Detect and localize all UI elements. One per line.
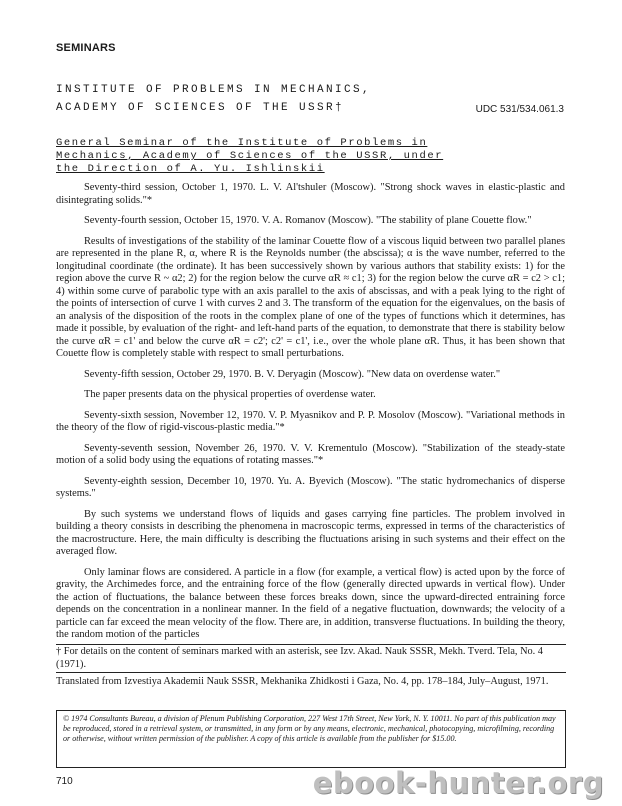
footnote-rule-bottom [56, 672, 566, 673]
section-label: SEMINARS [56, 42, 116, 54]
paragraph: Seventy-seventh session, November 26, 1970. V. V. Krementulo (Moscow). "Stabilization of the steady-state motion of a solid body using the equations of rotating masses."* [56, 442, 565, 466]
translated-from: Translated from Izvestiya Akademii Nauk SSSR, Mekhanika Zhidkosti i Gaza, No. 4, pp. 178–184, July–August, 1971. [56, 676, 549, 687]
article-body [56, 182, 565, 650]
paragraph: Seventy-fourth session, October 15, 1970. V. A. Romanov (Moscow). "The stability of plane Couette flow." [84, 215, 532, 226]
paragraph: Results of investigations of the stability of the laminar Couette flow of a viscous liquid between two parallel planes are represented in the plane R, α, where R is the Reynolds number (the abscissa); α is the wave number, referred to the longitudinal coordinate (the ordinate). It has been successively shown by various authors that stability exists: 1) for the region above the curve R ~ α2; 2) for the region below the curve αR ≈ c1; 3) for the region below the curve αR = c2 > c1; 4) within some curve of parabolic type with an axis parallel to the axis of abscissas, and with a peak lying to the right of the points of intersection of curve 1 with curves 2 and 3. The transform of the equation for the eigenvalues, on the basis of an analysis of the disposition of the roots in the complex plane of one of the types of functions which it determines, has made it possible, by evaluation of the right- and left-hand parts of the equation, to demonstrate that there is stability below the curve αR = c1' and below the curve αR = c2'; c2' = c1', i.e., over the whole plane αR. Thus, it has been shown that Couette flow is completely stable with respect to small perturbations. [56, 235, 565, 359]
paragraph: Seventy-third session, October 1, 1970. L. V. Al'tshuler (Moscow). "Strong shock waves in elastic-plastic and disintegrating solids."* [56, 182, 565, 206]
paragraph: The paper presents data on the physical properties of overdense water. [84, 389, 376, 400]
watermark: ebook-hunter.org [312, 766, 604, 800]
paragraph: Seventy-sixth session, November 12, 1970. V. P. Myasnikov and P. P. Mosolov (Moscow). "Variational methods in the theory of the flow of rigid-viscous-plastic media."* [56, 409, 565, 433]
paragraph: Seventy-eighth session, December 10, 1970. Yu. A. Byevich (Moscow). "The static hydromechanics of disperse systems." [56, 475, 565, 499]
institute-line-2: ACADEMY OF SCIENCES OF THE USSR† [56, 102, 345, 114]
paragraph: Only laminar flows are considered. A particle in a flow (for example, a vertical flow) is acted upon by the force of gravity, the Archimedes force, and the entraining force of the flow (generally directed upwards in vertical flow). Under the action of fluctuations, the balance between these forces breaks down, since the upward-directed entraining force depends on the concentration in a nonlinear manner. In the field of a negative fluctuation, downwards; the velocity of a particle can far exceed the mean velocity of the flow. There are, in addition, transverse fluctuations. In building the theory, the random motion of the particles [56, 566, 565, 640]
paragraph: By such systems we understand flows of liquids and gases carrying fine particles. The problem involved in building a theory consists in describing the phenomena in macroscopic terms, expressed in terms of the characteristics of the macrostructure. Here, the main difficulty is describing the fluctuations arising in such systems and their effect on the averaged flow. [56, 508, 565, 557]
copyright-notice: © 1974 Consultants Bureau, a division of Plenum Publishing Corporation, 227 West 17th Street, New York, N. Y. 10011. No part of this publication may be reproduced, stored in a retrieval system, or transmitted, in any form or by any means, electronic, mechanical, photocopying, microfilming, recording or otherwise, without written permission of the publisher. A copy of this article is available from the publisher for $15.00. [56, 710, 566, 768]
institute-line-1: INSTITUTE OF PROBLEMS IN MECHANICS, [56, 84, 372, 96]
seminar-title: General Seminar of the Institute of Problems in Mechanics, Academy of Sciences of the USSR, under the Direction of A. Yu. Ishlinskii [56, 137, 444, 175]
udc-code: UDC 531/534.061.3 [475, 104, 564, 115]
paragraph: Seventy-fifth session, October 29, 1970. B. V. Deryagin (Moscow). "New data on overdense water." [84, 368, 501, 380]
footnote-rule [56, 644, 566, 645]
footnote: † For details on the content of seminars marked with an asterisk, see Izv. Akad. Nauk SSSR, Mekh. Tverd. Tela, No. 4 (1971). [56, 646, 543, 670]
page-number: 710 [56, 776, 73, 787]
